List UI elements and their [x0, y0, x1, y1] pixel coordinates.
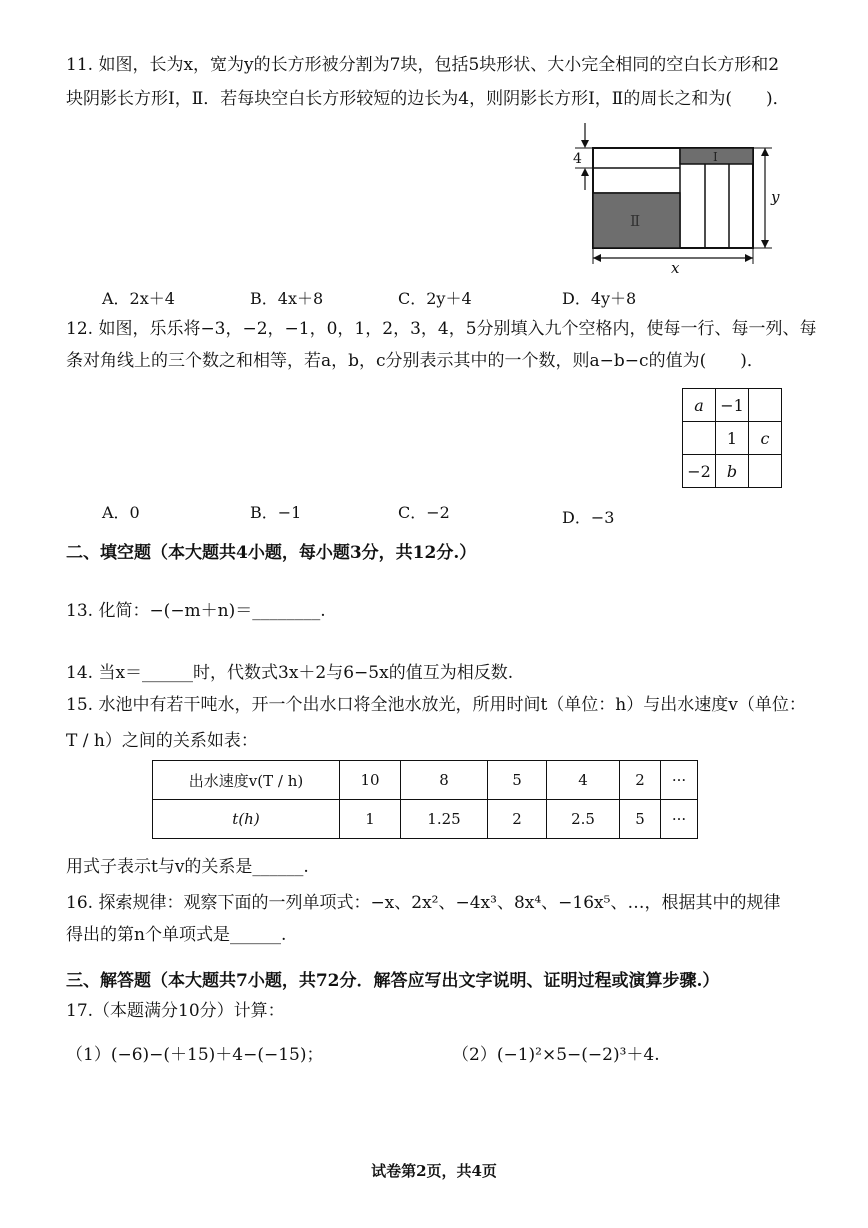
table-cell: 1 [340, 800, 401, 839]
grid-cell [683, 422, 716, 455]
magic-square-grid [682, 388, 782, 488]
q15-line2: T / h）之间的关系如表： [66, 731, 258, 751]
table-cell: t(h) [153, 800, 340, 839]
grid-cell [749, 455, 782, 488]
q11-option-b[interactable]: B．4x＋8 [250, 289, 324, 308]
table-header-cell: 出水速度v(T / h) [153, 761, 340, 800]
q17-part1: （1）(−6)−(＋15)＋4−(−15)； [66, 1045, 324, 1065]
q11-option-c[interactable]: C．2y＋4 [398, 289, 472, 308]
table-cell: 2 [488, 800, 547, 839]
q11-rectangle-figure [560, 118, 790, 278]
grid-cell: 1 [716, 422, 749, 455]
table-header-cell: 8 [401, 761, 488, 800]
table-cell: ··· [661, 800, 698, 839]
table-row [153, 800, 698, 839]
q12-option-c[interactable]: C．−2 [398, 503, 450, 522]
q12-line2: 条对角线上的三个数之和相等，若a，b，c分别表示其中的一个数，则a−b−c的值为( )． [66, 351, 764, 371]
grid-cell: b [716, 455, 749, 488]
label-4: 4 [573, 151, 582, 167]
grid-cell: a [683, 389, 716, 422]
q12-option-d[interactable]: D．−3 [562, 508, 615, 527]
label-II: Ⅱ [630, 212, 641, 230]
q13: 13. 化简：−(−m＋n)＝________. [66, 601, 326, 621]
q11-option-a[interactable]: A．2x＋4 [102, 289, 175, 308]
table-header-cell: ··· [661, 761, 698, 800]
grid-cell: c [749, 422, 782, 455]
grid-cell: −1 [716, 389, 749, 422]
table-header-cell: 4 [547, 761, 620, 800]
table-header-cell: 5 [488, 761, 547, 800]
page-footer: 试卷第2页，共4页 [371, 1162, 497, 1180]
table-cell: 2.5 [547, 800, 620, 839]
q12-option-b[interactable]: B．−1 [250, 503, 302, 522]
table-cell: 1.25 [401, 800, 488, 839]
grid-cell: −2 [683, 455, 716, 488]
q17-part2: （2）(−1)²×5−(−2)³＋4. [452, 1045, 660, 1065]
q15-line3: 用式子表示t与v的关系是______. [66, 857, 309, 877]
q16-line2: 得出的第n个单项式是______. [66, 925, 287, 945]
table-header-cell: 10 [340, 761, 401, 800]
q11-line2: 块阴影长方形Ⅰ，Ⅱ．若每块空白长方形较短的边长为4，则阴影长方形Ⅰ，Ⅱ的周长之和为( )． [66, 89, 790, 109]
q11-option-d[interactable]: D．4y＋8 [562, 289, 637, 308]
table-header-cell: 2 [620, 761, 661, 800]
q12-line1: 12. 如图，乐乐将−3，−2，−1，0，1，2，3，4，5分别填入九个空格内，使每一行、每一列、每 [66, 319, 817, 339]
table-row [153, 761, 698, 800]
label-x: x [671, 259, 680, 277]
q17-title: 17.（本题满分10分）计算： [66, 1001, 285, 1021]
q14: 14. 当x＝______时，代数式3x＋2与6−5x的值互为相反数. [66, 663, 514, 683]
label-I: Ⅰ [713, 150, 718, 164]
section2-heading: 二、填空题（本大题共4小题，每小题3分，共12分.） [66, 543, 477, 563]
q12-option-a[interactable]: A．0 [102, 503, 140, 522]
q16-line1: 16. 探索规律：观察下面的一列单项式：−x、2x²、−4x³、8x⁴、−16x⁵、…，根据其中的规律 [66, 893, 781, 913]
grid-cell [749, 389, 782, 422]
flow-time-table [152, 760, 698, 839]
q11-line1: 11. 如图，长为x，宽为y的长方形被分割为7块，包括5块形状、大小完全相同的空白长方形和2 [66, 55, 780, 75]
label-y: y [771, 188, 780, 206]
q15-line1: 15. 水池中有若干吨水，开一个出水口将全池水放光，所用时间t（单位：h）与出水速度v（单位： [66, 695, 806, 715]
section3-heading: 三、解答题（本大题共7小题，共72分．解答应写出文字说明、证明过程或演算步骤.） [66, 971, 720, 991]
table-cell: 5 [620, 800, 661, 839]
